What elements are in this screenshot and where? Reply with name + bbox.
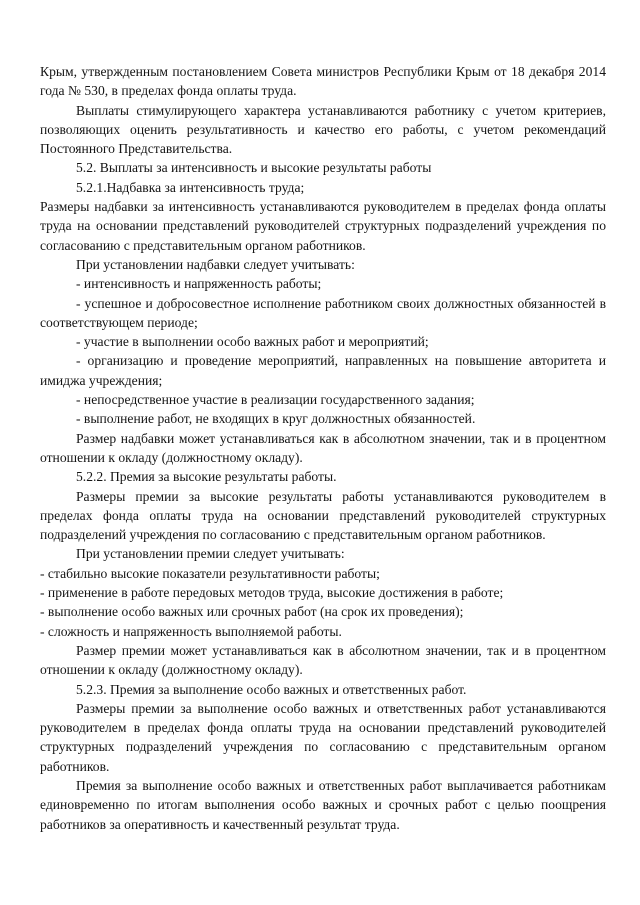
paragraph-special-bonus-size: Размеры премии за выполнение особо важных и ответственных работ устанавливаются руководителем в пределах фонда оплаты труда на основании представлений руководителей структурных подразделений учреждения по согласованию с представительным органом работников. bbox=[40, 700, 606, 774]
paragraph-allowance-size: Размеры надбавки за интенсивность устанавливаются руководителем в пределах фонда оплаты труда на основании представлений руководителей структурных подразделений учреждения по согласованию с представительным органом работников. bbox=[40, 199, 606, 253]
list-item: - применение в работе передовых методов труда, высокие достижения в работе; bbox=[40, 585, 504, 601]
list-item: - участие в выполнении особо важных работ и мероприятий; bbox=[76, 334, 429, 350]
list-item: - организацию и проведение мероприятий, направленных на повышение авторитета и имиджа учреждения; bbox=[40, 353, 606, 388]
paragraph-bonus-criteria-intro: При установлении премии следует учитывать: bbox=[76, 546, 345, 562]
list-item: - выполнение особо важных или срочных работ (на срок их проведения); bbox=[40, 604, 464, 620]
paragraph-allowance-criteria-intro: При установлении надбавки следует учитывать: bbox=[76, 256, 355, 272]
paragraph-allowance-amount: Размер надбавки может устанавливаться как в абсолютном значении, так и в процентном отношении к окладу (должностному окладу). bbox=[40, 430, 606, 465]
paragraph-2: Выплаты стимулирующего характера устанавливаются работнику с учетом критериев, позволяющих оценить результативность и качество его работы, с учетом рекомендаций Постоянного Представительства. bbox=[40, 102, 606, 157]
subsection-heading-5-2-2: 5.2.2. Премия за высокие результаты работы. bbox=[76, 469, 337, 485]
subsection-heading-5-2-3: 5.2.3. Премия за выполнение особо важных и ответственных работ. bbox=[76, 681, 467, 697]
paragraph-1: Крым, утвержденным постановлением Совета министров Республики Крым от 18 декабря 2014 года № 530, в пределах фонда оплаты труда. bbox=[40, 64, 606, 99]
section-heading-5-2: 5.2. Выплаты за интенсивность и высокие результаты работы bbox=[76, 160, 432, 176]
list-item: - успешное и добросовестное исполнение работником своих должностных обязанностей в соответствующем периоде; bbox=[40, 295, 606, 330]
list-item: - сложность и напряженность выполняемой работы. bbox=[40, 623, 342, 639]
list-item: - интенсивность и напряженность работы; bbox=[76, 276, 322, 292]
paragraph-bonus-amount: Размер премии может устанавливаться как в абсолютном значении, так и в процентном отношении к окладу (должностному окладу). bbox=[40, 642, 606, 678]
list-item: - выполнение работ, не входящих в круг должностных обязанностей. bbox=[76, 411, 476, 427]
paragraph-special-bonus-payment: Премия за выполнение особо важных и ответственных работ выплачивается работникам единовременно по итогам выполнения особо важных и срочных работ с целью поощрения работников за оперативность и качественный результат труда. bbox=[40, 777, 606, 832]
subsection-heading-5-2-1: 5.2.1.Надбавка за интенсивность труда; bbox=[76, 179, 305, 195]
list-item: - стабильно высокие показатели результативности работы; bbox=[40, 565, 380, 581]
paragraph-bonus-size: Размеры премии за высокие результаты работы устанавливаются руководителем в пределах фонда оплаты труда на основании представлений руководителей структурных подразделений учреждения по согласованию с представительным органом работников. bbox=[40, 488, 606, 543]
document-page bbox=[40, 62, 606, 834]
list-item: - непосредственное участие в реализации государственного задания; bbox=[76, 392, 475, 408]
